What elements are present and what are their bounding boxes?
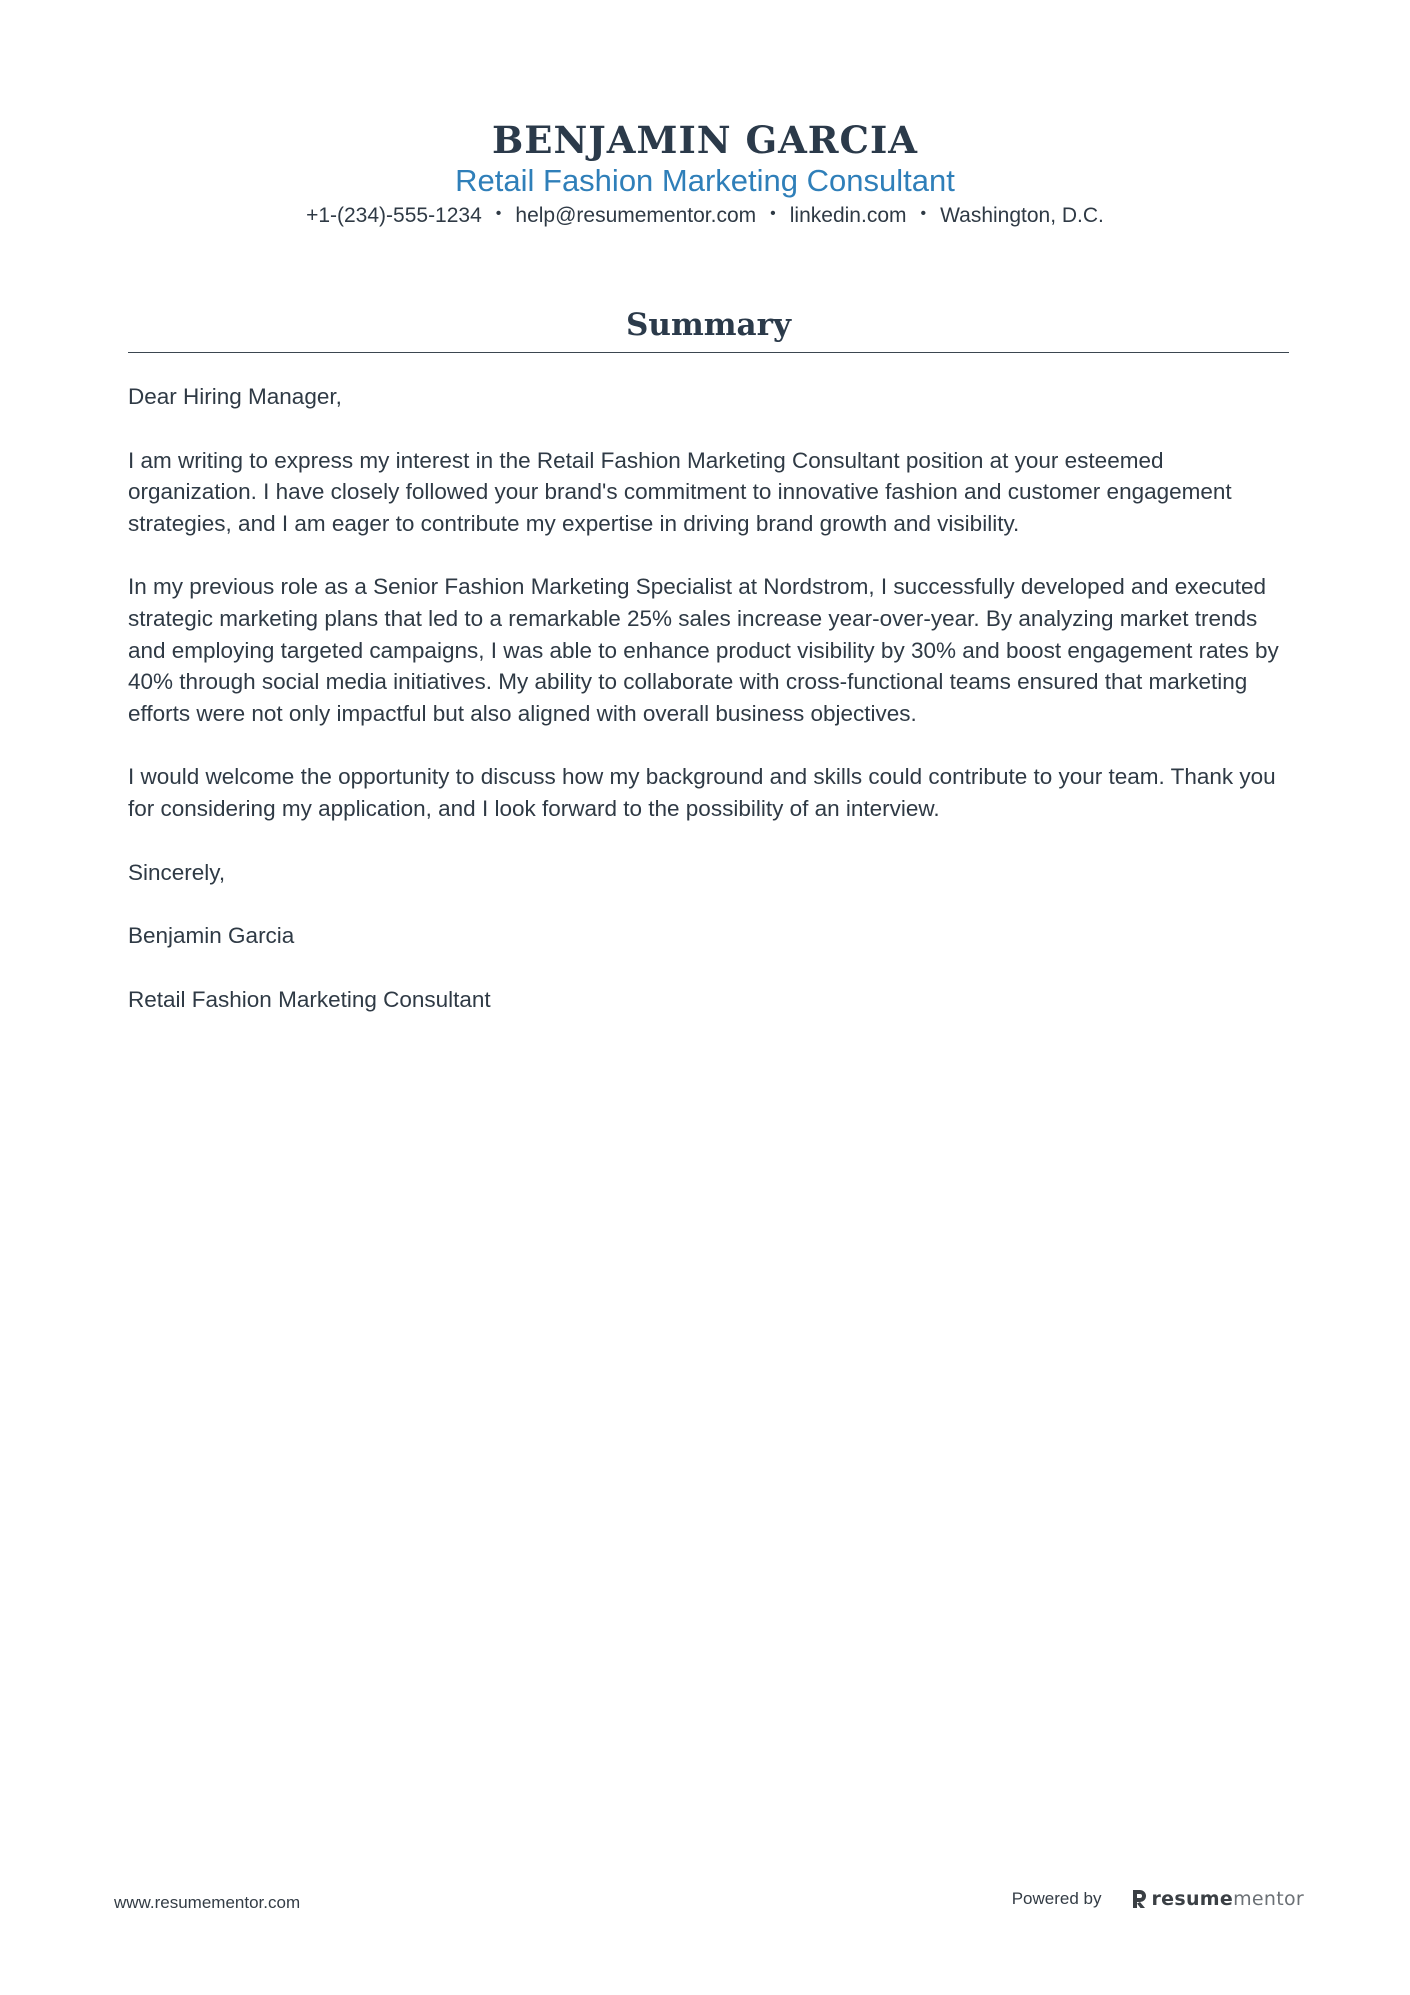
contact-separator: •	[920, 205, 927, 223]
letter-paragraph: I am writing to express my interest in the Retail Fashion Marketing Consultant position at your esteemed organization. I have closely followed your brand's commitment to innovative fashion and customer engagement strategies, and I am eager to contribute my expertise in driving brand growth and visibility.	[128, 447, 1232, 536]
contact-linkedin: linkedin.com	[789, 204, 907, 227]
contact-phone: +1-(234)-555-1234	[306, 204, 482, 227]
footer-brand	[1012, 1888, 1304, 1910]
letter-paragraph: I would welcome the opportunity to discuss how my background and skills could contribute to your team. Thank you for considering my application, and I look forward to the possibility of an interview.	[128, 764, 1276, 821]
candidate-name: BENJAMIN GARCIA	[492, 118, 918, 162]
letter-closing: Sincerely,	[128, 859, 226, 885]
letter-paragraph: In my previous role as a Senior Fashion Marketing Specialist at Nordstrom, I successfully developed and executed strategic marketing plans that led to a remarkable 25% sales increase year-over-year. By analyzing market trends and employing targeted campaigns, I was able to enhance product visibility by 30% and boost engagement rates by 40% through social media initiatives. My ability to collaborate with cross-functional teams ensured that marketing efforts were not only impactful but also aligned with overall business objectives.	[128, 574, 1279, 726]
resumementor-logo-icon	[1131, 1889, 1147, 1909]
signature-name: Benjamin Garcia	[128, 923, 295, 949]
brand-wordmark	[1151, 1888, 1304, 1910]
header	[0, 118, 1410, 230]
brand-wordmark-bold: resume	[1151, 1888, 1234, 1910]
contact-separator: •	[495, 205, 502, 223]
section-title: Summary	[626, 307, 791, 343]
contact-email: help@resumementor.com	[515, 204, 757, 227]
powered-by-label: Powered by	[1011, 1889, 1102, 1908]
letter-body	[128, 381, 1293, 1047]
candidate-role: Retail Fashion Marketing Consultant	[455, 163, 955, 198]
brand-wordmark-light: mentor	[1233, 1888, 1304, 1910]
footer-url[interactable]: www.resumementor.com	[114, 1893, 301, 1912]
contact-line	[0, 202, 1410, 230]
signature-title: Retail Fashion Marketing Consultant	[128, 986, 491, 1012]
section-divider	[128, 352, 1289, 353]
contact-separator: •	[770, 205, 776, 223]
contact-location: Washington, D.C.	[940, 204, 1104, 227]
letter-greeting: Dear Hiring Manager,	[128, 384, 342, 409]
